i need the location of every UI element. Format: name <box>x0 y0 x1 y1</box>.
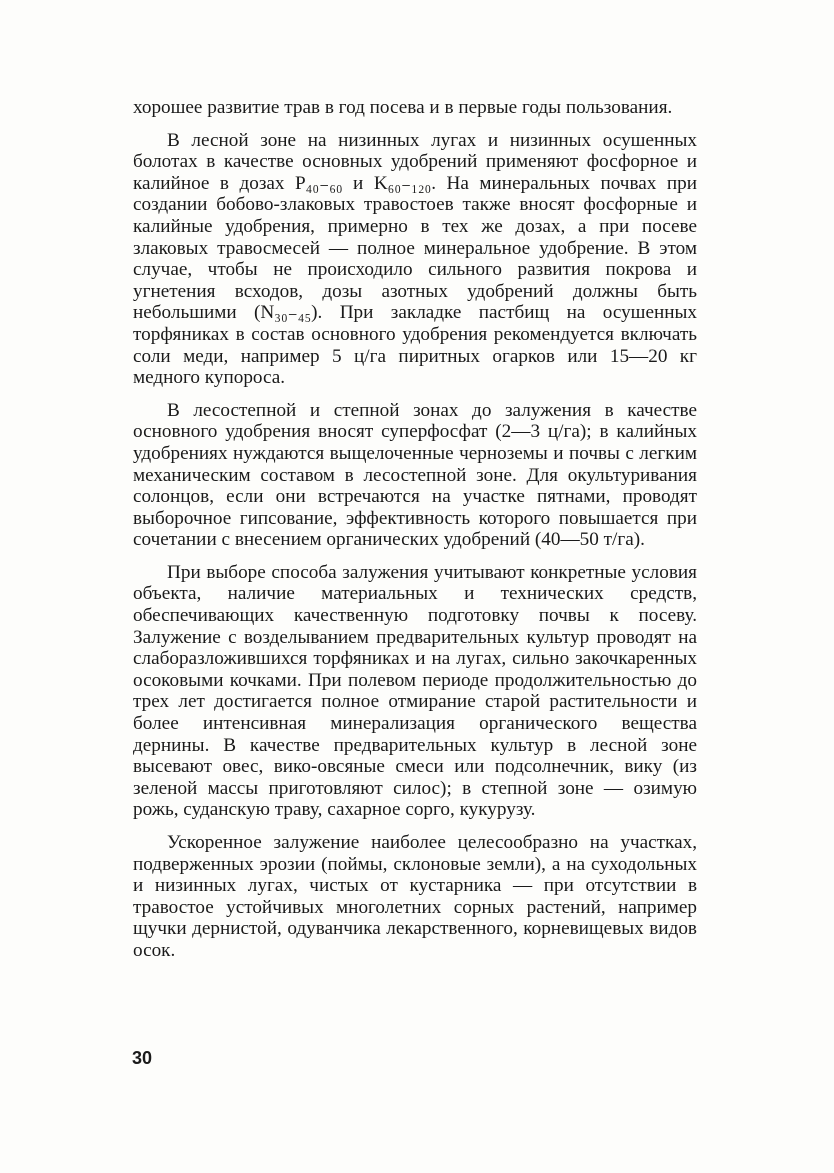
text-column <box>133 97 697 973</box>
paragraph-3: В лесостепной и степной зонах до залужения в качестве основного удобрения вносят суперфосфат (2—3 ц/га); в калийных удобрениях нуждаются выщелоченные черноземы и почвы с легким механическим составом в лесостепной зоне. Для окультуривания солонцов, если они встречаются на участке пятнами, проводят выборочное гипсование, эффективность которого повышается при сочетании с внесением органических удобрений (40—50 т/га). <box>133 399 697 551</box>
paragraph-4: При выборе способа залужения учитывают конкретные условия объекта, наличие материальных и технических средств, обеспечивающих качественную подготовку почвы к посеву. Залужение с возделыванием предварительных культур проводят на слаборазложившихся торфяниках и на лугах, сильно закочкаренных осоковыми кочками. При полевом периоде продолжительностью до трех лет достигается полное отмирание старой растительности и более интенсивная минерализация органического вещества дернины. В качестве предварительных культур в лесной зоне высевают овес, вико-овсяные смеси или подсолнечник, вику (из зеленой массы приготовляют силос); в степной зоне — озимую рожь, суданскую траву, сахарное сорго, кукурузу. <box>133 561 697 821</box>
page-number: 30 <box>132 1048 153 1068</box>
paragraph-2: В лесной зоне на низинных лугах и низинных осушенных болотах в качестве основных удобрений применяют фосфорное и калийное в дозах P₄₀₋₆₀ и K₆₀₋₁₂₀. На минеральных почвах при создании бобово-злаковых травостоев также вносят фосфорные и калийные удобрения, примерно в тех же дозах, а при посеве злаковых травосмесей — полное минеральное удобрение. В этом случае, чтобы не происходило сильного развития покрова и угнетения всходов, дозы азотных удобрений должны быть небольшими (N₃₀₋₄₅). При закладке пастбищ на осушенных торфяниках в состав основного удобрения рекомендуется включать соли меди, например 5 ц/га пиритных огарков или 15—20 кг медного купороса. <box>133 129 697 389</box>
paragraph-5: Ускоренное залужение наиболее целесообразно на участках, подверженных эрозии (поймы, склоновые земли), а на суходольных и низинных лугах, чистых от кустарника — при отсутствии в травостое устойчивых многолетних сорных растений, например щучки дернистой, одуванчика лекарственного, корневищевых видов осок. <box>133 832 697 961</box>
paragraph-1: хорошее развитие трав в год посева и в первые годы пользования. <box>133 97 673 118</box>
